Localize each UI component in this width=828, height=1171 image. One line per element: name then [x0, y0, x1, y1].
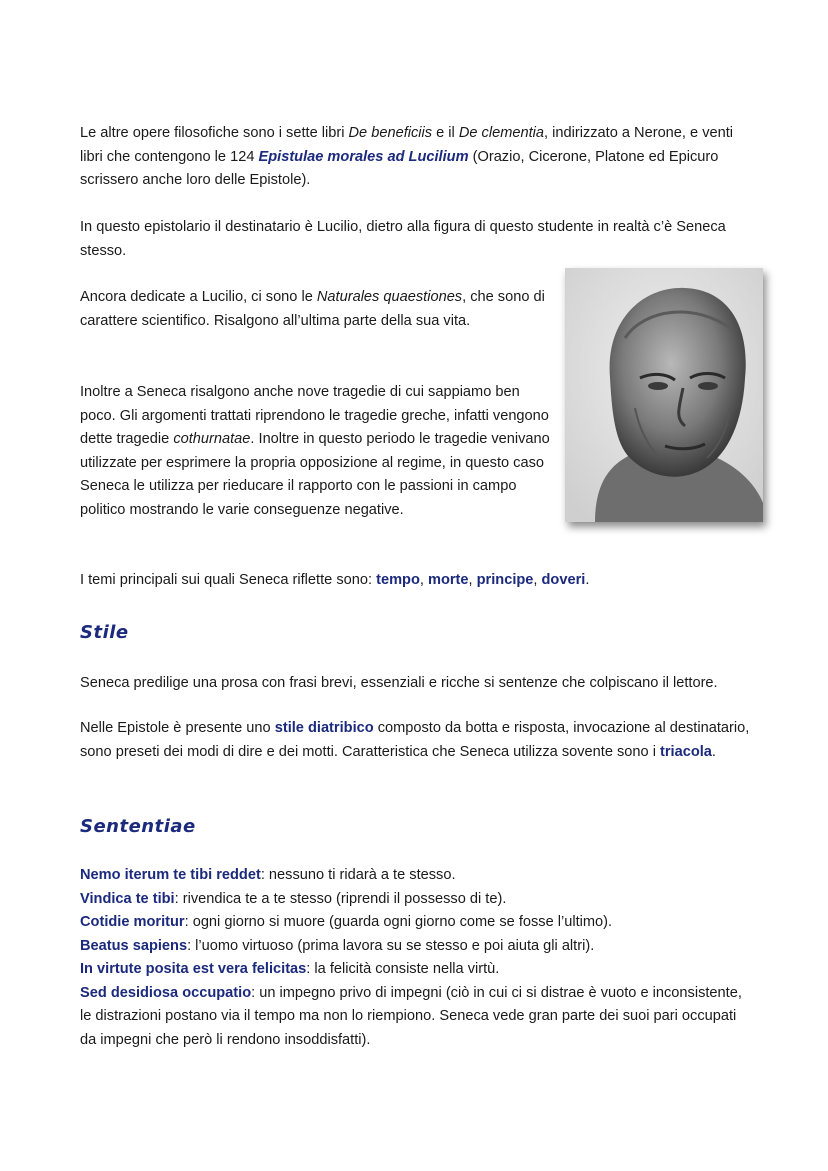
separator: , — [419, 572, 428, 588]
title-de-clementia: De clementia — [458, 125, 545, 141]
term-triacola: triacola — [660, 743, 712, 760]
title-de-beneficiis: De beneficiis — [348, 125, 433, 141]
keyword-tempo: tempo — [376, 572, 420, 588]
text-span: e il — [432, 125, 459, 141]
seneca-bust-drawing — [565, 268, 763, 522]
keyword-doveri: doveri — [541, 572, 586, 588]
sententia-item — [80, 935, 752, 959]
heading-sententiae: Sententiae — [80, 816, 196, 837]
paragraph-opere-filosofiche — [80, 122, 752, 193]
sententia-item — [80, 958, 752, 982]
separator: , — [533, 572, 542, 588]
sententia-translation: : un impegno privo di impegni (ciò in cui ci si distrae è vuoto e inconsistente, le distrazioni postano via il tempo ma non lo riempiono. Seneca vede gran parte dei suoi pari occupati da impegni che però li rendono insoddisfatti). — [80, 984, 742, 1048]
paragraph-epistolario: In questo epistolario il destinatario è Lucilio, dietro alla figura di questo studente in realtà c’è Seneca stesso. — [80, 219, 726, 259]
separator: , — [468, 572, 477, 588]
text-span: Le altre opere filosofiche sono i sette libri — [80, 125, 349, 141]
sententia-latin: Sed desidiosa occupatio — [80, 984, 252, 1001]
sententia-translation: : la felicità consiste nella virtù. — [306, 961, 500, 977]
paragraph-temi-principali — [80, 569, 752, 593]
sententia-latin: Beatus sapiens — [80, 937, 188, 954]
sententia-translation: : l’uomo virtuoso (prima lavora su se stesso e poi aiuta gli altri). — [187, 937, 595, 954]
sententia-item — [80, 888, 752, 912]
sententia-latin: In virtute posita est vera felicitas — [80, 961, 307, 977]
sententia-item — [80, 864, 752, 888]
title-epistulae-morales: Epistulae morales ad Lucilium — [258, 148, 469, 165]
sententia-latin: Vindica te tibi — [80, 890, 175, 907]
text-span: . Inoltre in questo periodo le tragedie venivano utilizzate per esprimere la propria opposizione al regime, in questo caso Seneca le utilizza per rieducare il rapporto con le passioni in campo politico mostrando le varie conseguenze negative. — [80, 431, 550, 518]
paragraph-prosa: Seneca predilige una prosa con frasi brevi, essenziali e ricche si sentenze che colpiscano il lettore. — [80, 675, 718, 691]
paragraph-stile-diatribico — [80, 717, 752, 764]
keyword-principe: principe — [476, 572, 534, 588]
sententiae-list — [80, 864, 752, 1052]
text-span: Inoltre a Seneca risalgono anche nove tragedie di cui sappiamo ben poco. Gli argomenti trattati riprendono le tragedie greche, infatti vengono dette tragedie — [80, 384, 549, 447]
text-span: composto da botta e risposta, invocazione al destinatario, sono preseti dei modi di dire e dei motti. Caratteristica che Seneca utilizza sovente sono i — [80, 720, 750, 760]
term-cothurnatae: cothurnatae — [173, 431, 251, 447]
text-span: , indirizzato a Nerone, e venti libri che contengono le 124 — [80, 125, 734, 165]
seneca-bust-image — [565, 268, 763, 522]
sententia-latin: Nemo iterum te tibi reddet — [80, 867, 261, 883]
sententia-item — [80, 911, 752, 935]
heading-stile: Stile — [80, 622, 129, 643]
text-span: Ancora dedicate a Lucilio, ci sono le — [80, 289, 317, 305]
text-span: Nelle Epistole è presente uno — [80, 720, 275, 736]
text-span: (Orazio, Cicerone, Platone ed Epicuro scrissero anche loro delle Epistole). — [80, 148, 719, 188]
sententia-latin: Cotidie moritur — [80, 914, 185, 930]
text-span: , che sono di carattere scientifico. Risalgono all’ultima parte della sua vita. — [80, 289, 545, 329]
sententia-translation: : nessuno ti ridarà a te stesso. — [260, 867, 456, 883]
text-span: I temi principali sui quali Seneca riflette sono: — [80, 572, 377, 588]
separator: . — [585, 572, 590, 588]
paragraph-naturales-quaestiones — [80, 286, 550, 333]
term-stile-diatribico: stile diatribico — [274, 720, 374, 736]
sententia-item — [80, 982, 752, 1053]
sententia-translation: : ogni giorno si muore (guarda ogni giorno come se fosse l’ultimo). — [184, 914, 613, 930]
sententia-translation: : rivendica te a te stesso (riprendi il possesso di te). — [174, 890, 507, 907]
keyword-morte: morte — [427, 572, 469, 588]
paragraph-tragedie — [80, 381, 550, 522]
title-naturales-quaestiones: Naturales quaestiones — [316, 289, 463, 305]
text-span: . — [711, 743, 716, 760]
